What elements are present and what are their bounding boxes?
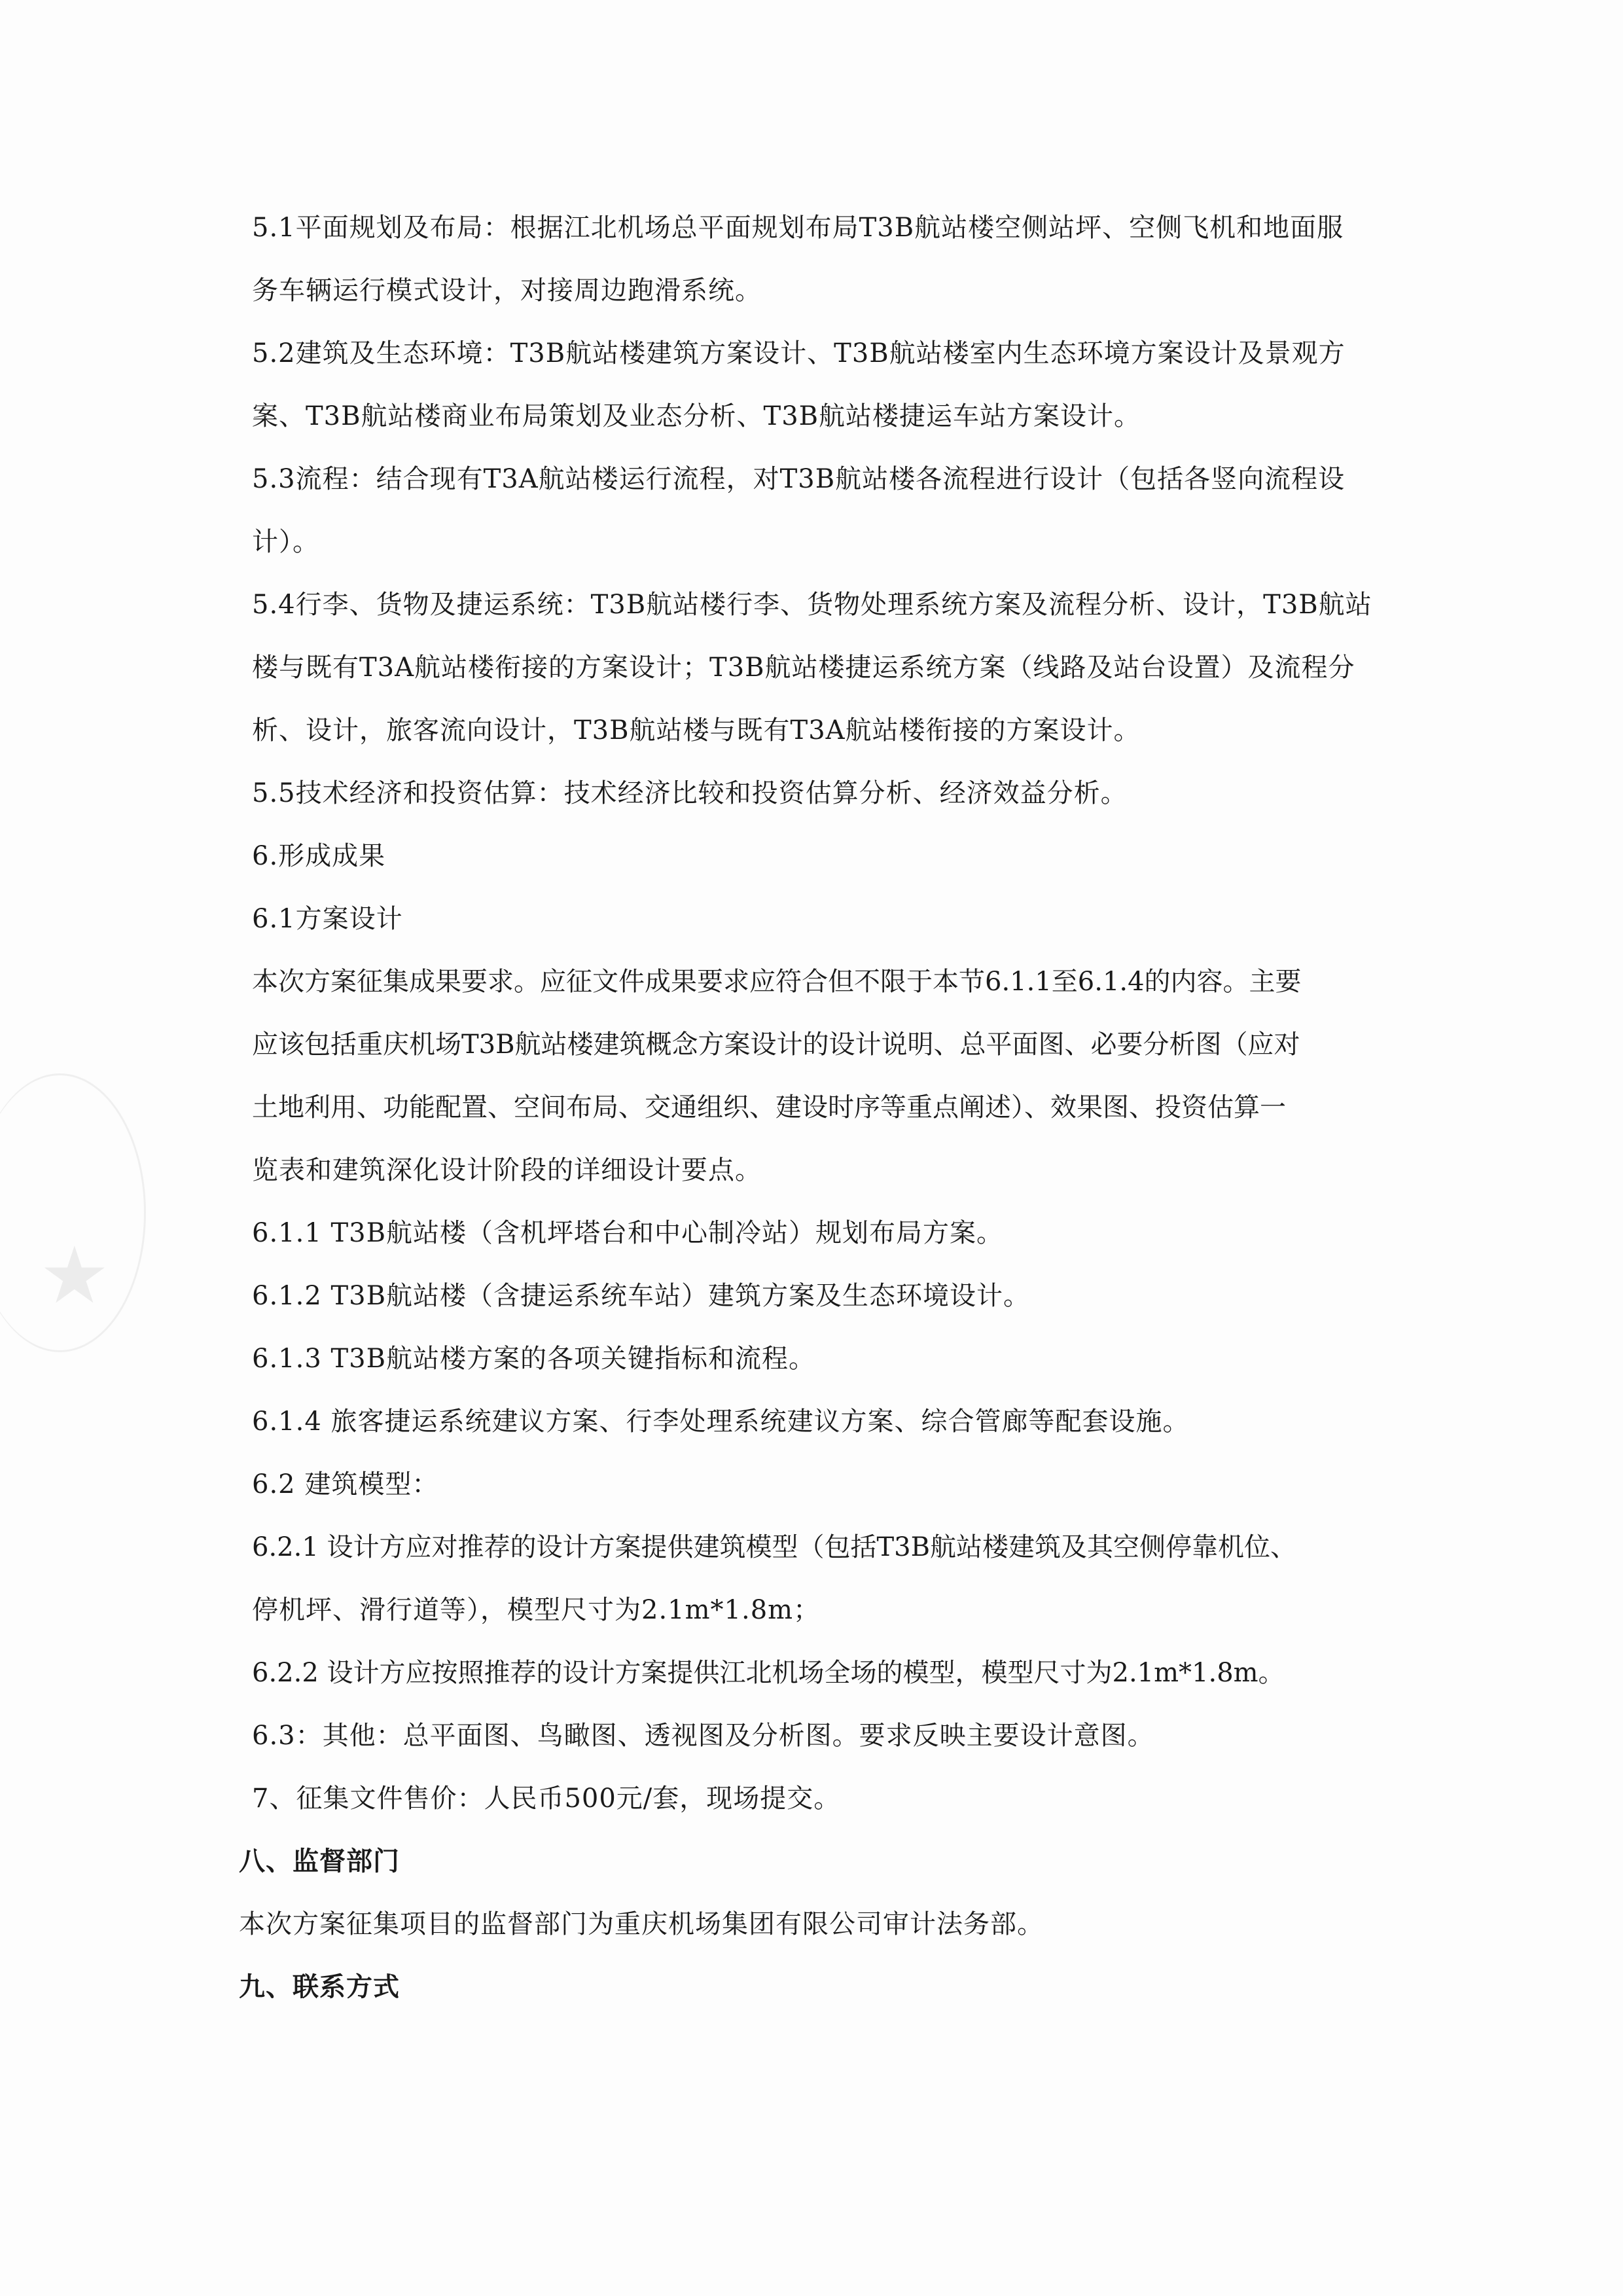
heading-6-2: 6.2 建筑模型： [252,1469,439,1499]
paragraph-5-3-line-2: 计）。 [252,527,319,557]
paragraph-5-2-line-1: 5.2建筑及生态环境：T3B航站楼建筑方案设计、T3B航站楼室内生态环境方案设计及景观方 [252,338,1346,368]
paragraph-5-1-line-1: 5.1平面规划及布局：根据江北机场总平面规划布局T3B航站楼空侧站坪、空侧飞机和地面服 [252,213,1344,243]
item-6-2-1-line-2: 停机坪、滑行道等），模型尺寸为2.1m*1.8m； [252,1595,821,1625]
heading-6-1: 6.1方案设计 [252,904,403,934]
paragraph-5-4-line-3: 析、设计，旅客流向设计，T3B航站楼与既有T3A航站楼衔接的方案设计。 [252,715,1141,745]
paragraph-6-1-line-2: 应该包括重庆机场T3B航站楼建筑概念方案设计的设计说明、总平面图、必要分析图（应对 [252,1030,1300,1060]
item-6-2-1-line-1: 6.2.1 设计方应对推荐的设计方案提供建筑模型（包括T3B航站楼建筑及其空侧停靠机位、 [252,1532,1297,1562]
paragraph-6-1-line-4: 览表和建筑深化设计阶段的详细设计要点。 [252,1155,762,1185]
item-6-3: 6.3：其他：总平面图、鸟瞰图、透视图及分析图。要求反映主要设计意图。 [252,1721,1154,1751]
document-body [239,196,1404,2018]
item-7: 7、征集文件售价：人民币500元/套，现场提交。 [252,1784,841,1814]
paragraph-6-1-line-1: 本次方案征集成果要求。应征文件成果要求应符合但不限于本节6.1.1至6.1.4的内容。主要 [252,967,1302,997]
paragraph-5-3-line-1: 5.3流程：结合现有T3A航站楼运行流程，对T3B航站楼各流程进行设计（包括各竖向流程设 [252,464,1346,494]
paragraph-8: 本次方案征集项目的监督部门为重庆机场集团有限公司审计法务部。 [239,1909,1044,1939]
seal-star-icon: ★ [39,1230,110,1321]
paragraph-5-5: 5.5技术经济和投资估算：技术经济比较和投资估算分析、经济效益分析。 [252,778,1128,808]
heading-9: 九、联系方式 [239,1971,400,2002]
heading-8: 八、监督部门 [239,1846,400,1876]
paragraph-5-1-line-2: 务车辆运行模式设计，对接周边跑滑系统。 [252,276,762,306]
paragraph-5-4-line-1: 5.4行李、货物及捷运系统：T3B航站楼行李、货物处理系统方案及流程分析、设计，T3B航站 [252,590,1372,620]
paragraph-6-1-line-3: 土地利用、功能配置、空间布局、交通组织、建设时序等重点阐述）、效果图、投资估算一 [252,1092,1286,1122]
item-6-1-3: 6.1.3 T3B航站楼方案的各项关键指标和流程。 [252,1344,816,1374]
heading-6: 6.形成成果 [252,841,386,871]
item-6-2-2: 6.2.2 设计方应按照推荐的设计方案提供江北机场全场的模型，模型尺寸为2.1m*1.8m。 [252,1658,1285,1688]
paragraph-5-2-line-2: 案、T3B航站楼商业布局策划及业态分析、T3B航站楼捷运车站方案设计。 [252,401,1141,431]
item-6-1-1: 6.1.1 T3B航站楼（含机坪塔台和中心制冷站）规划布局方案。 [252,1218,1004,1248]
item-6-1-2: 6.1.2 T3B航站楼（含捷运系统车站）建筑方案及生态环境设计。 [252,1281,1031,1311]
paragraph-5-4-line-2: 楼与既有T3A航站楼衔接的方案设计；T3B航站楼捷运系统方案（线路及站台设置）及流程分 [252,653,1355,683]
item-6-1-4: 6.1.4 旅客捷运系统建议方案、行李处理系统建议方案、综合管廊等配套设施。 [252,1407,1190,1437]
